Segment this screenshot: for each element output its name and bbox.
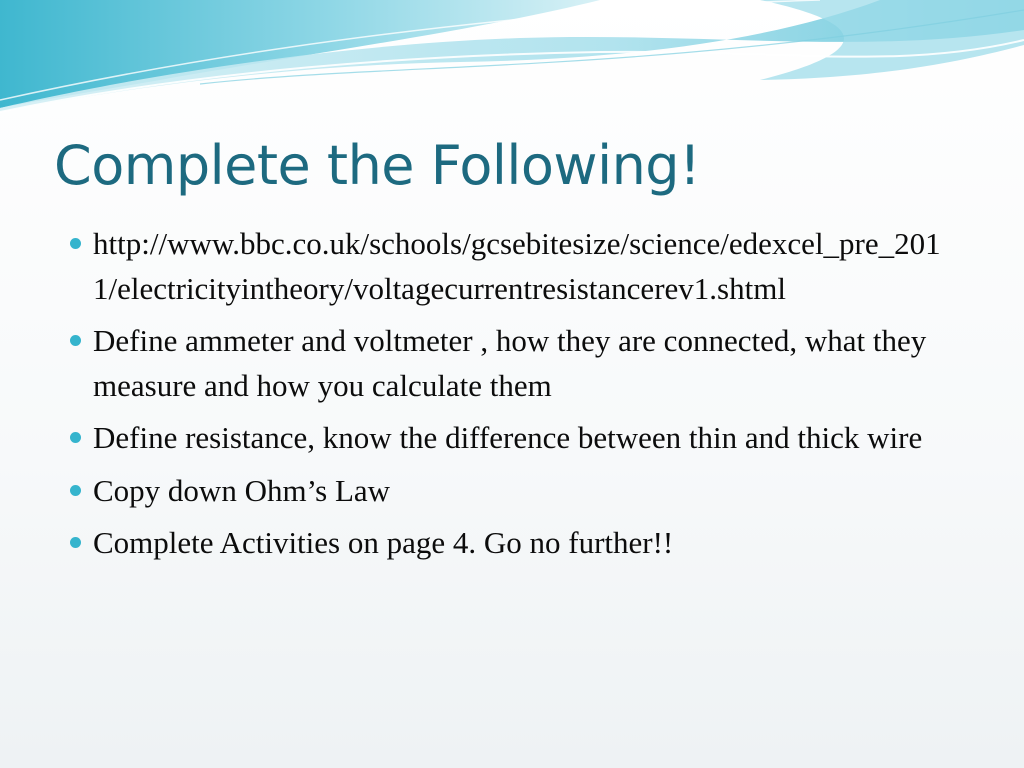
bullet-text: Complete Activities on page 4. Go no further!! <box>93 525 674 560</box>
bullet-text: Define resistance, know the difference between thin and thick wire <box>93 420 923 455</box>
bullet-item-url[interactable] <box>70 222 970 311</box>
bullet-item-ammeter <box>70 319 970 408</box>
bullet-text: Define ammeter and voltmeter , how they are connected, what they measure and how you calculate them <box>93 323 927 403</box>
bullet-text: Copy down Ohm’s Law <box>93 472 391 508</box>
bullet-dot-icon <box>70 335 81 346</box>
slide-title: Complete the Following! <box>54 134 701 197</box>
bullet-dot-icon <box>70 238 81 249</box>
bullet-dot-icon <box>70 537 81 548</box>
bullet-item-activities <box>70 521 970 566</box>
bullet-item-ohms-law <box>70 469 970 514</box>
bbc-bitesize-link[interactable]: http://www.bbc.co.uk/schools/gcsebitesize/science/edexcel_pre_2011/electricityintheory/voltagecurrentresistancerev1.shtml <box>93 226 941 306</box>
bullet-list <box>70 222 970 574</box>
bullet-dot-icon <box>70 485 81 496</box>
header-wave-decoration <box>0 0 1024 130</box>
bullet-item-resistance <box>70 416 970 461</box>
bullet-dot-icon <box>70 432 81 443</box>
